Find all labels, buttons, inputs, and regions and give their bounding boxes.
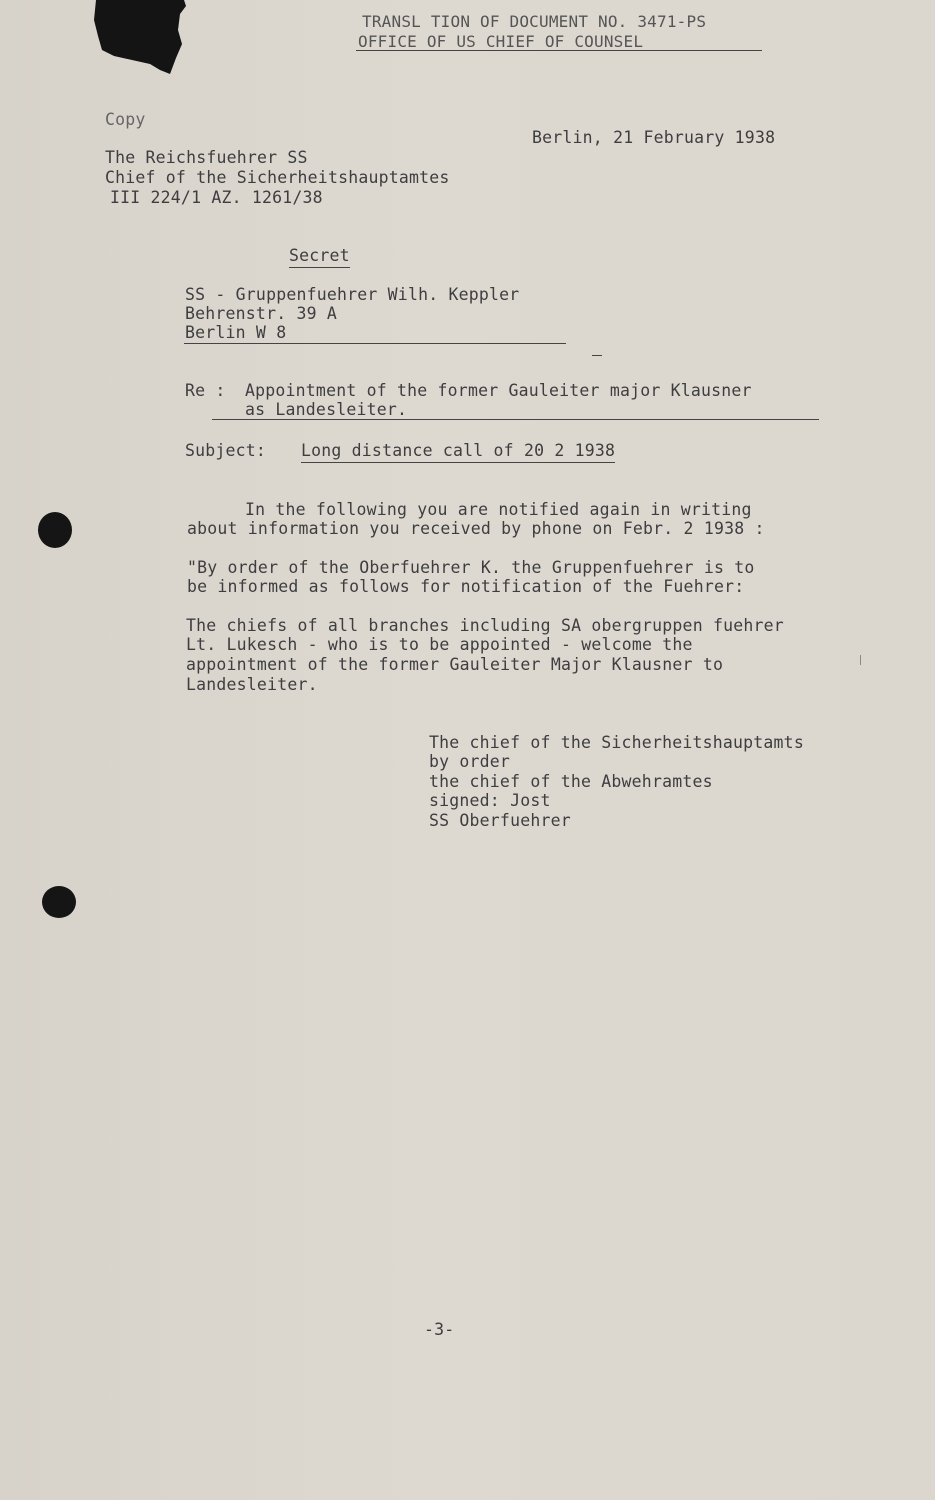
body-paragraph-2-line-1: "By order of the Oberfuehrer K. the Gruppenfuehrer is to [187, 558, 755, 577]
signature-line-1: The chief of the Sicherheitshauptamts [429, 733, 804, 752]
punch-hole-lower [42, 886, 76, 918]
re-line-1: Appointment of the former Gauleiter major Klausner [245, 381, 752, 400]
signature-line-5: SS Oberfuehrer [429, 811, 571, 830]
body-paragraph-1-line-2: about information you received by phone on Febr. 2 1938 : [187, 519, 765, 538]
re-underline [212, 419, 819, 420]
recipient-city: Berlin W 8 [185, 323, 287, 342]
reference-number: III 224/1 AZ. 1261/38 [110, 188, 323, 207]
re-label: Re : [185, 381, 226, 400]
subject-text: Long distance call of 20 2 1938 [301, 441, 615, 463]
document-date: Berlin, 21 February 1938 [532, 128, 776, 147]
stray-dash [592, 355, 602, 356]
sender-title: The Reichsfuehrer SS [105, 148, 308, 167]
signature-line-2: by order [429, 752, 511, 771]
signature-line-3: the chief of the Abwehramtes [429, 772, 713, 791]
classification-label: Secret [289, 246, 350, 268]
body-paragraph-3-line-2: Lt. Lukesch - who is to be appointed - welcome the [186, 635, 693, 654]
signature-line-4: signed: Jost [429, 791, 551, 810]
recipient-street: Behrenstr. 39 A [185, 304, 338, 323]
recipient-name: SS - Gruppenfuehrer Wilh. Keppler [185, 285, 520, 304]
office-heading: OFFICE OF US CHIEF OF COUNSEL [358, 32, 644, 51]
copy-label: Copy [105, 110, 146, 129]
re-line-2: as Landesleiter. [245, 400, 408, 419]
body-paragraph-2-line-2: be informed as follows for notification of the Fuehrer: [187, 577, 745, 596]
header-underline [356, 50, 762, 51]
page-number: -3- [424, 1320, 455, 1339]
subject-label: Subject: [185, 441, 267, 460]
body-paragraph-3-line-4: Landesleiter. [186, 675, 318, 694]
body-paragraph-3-line-1: The chiefs of all branches including SA obergruppen fuehrer [186, 616, 784, 635]
translation-heading: TRANSL TION OF DOCUMENT NO. 3471-PS [362, 12, 707, 31]
recipient-underline [184, 343, 566, 344]
body-paragraph-3-line-3: appointment of the former Gauleiter Major Klausner to [186, 655, 724, 674]
punch-hole-upper [38, 512, 72, 548]
sender-office: Chief of the Sicherheitshauptamtes [105, 168, 450, 187]
body-paragraph-1-line-1: In the following you are notified again in writing [245, 500, 752, 519]
corner-blot-mark [92, 0, 192, 80]
margin-tick [860, 655, 861, 665]
